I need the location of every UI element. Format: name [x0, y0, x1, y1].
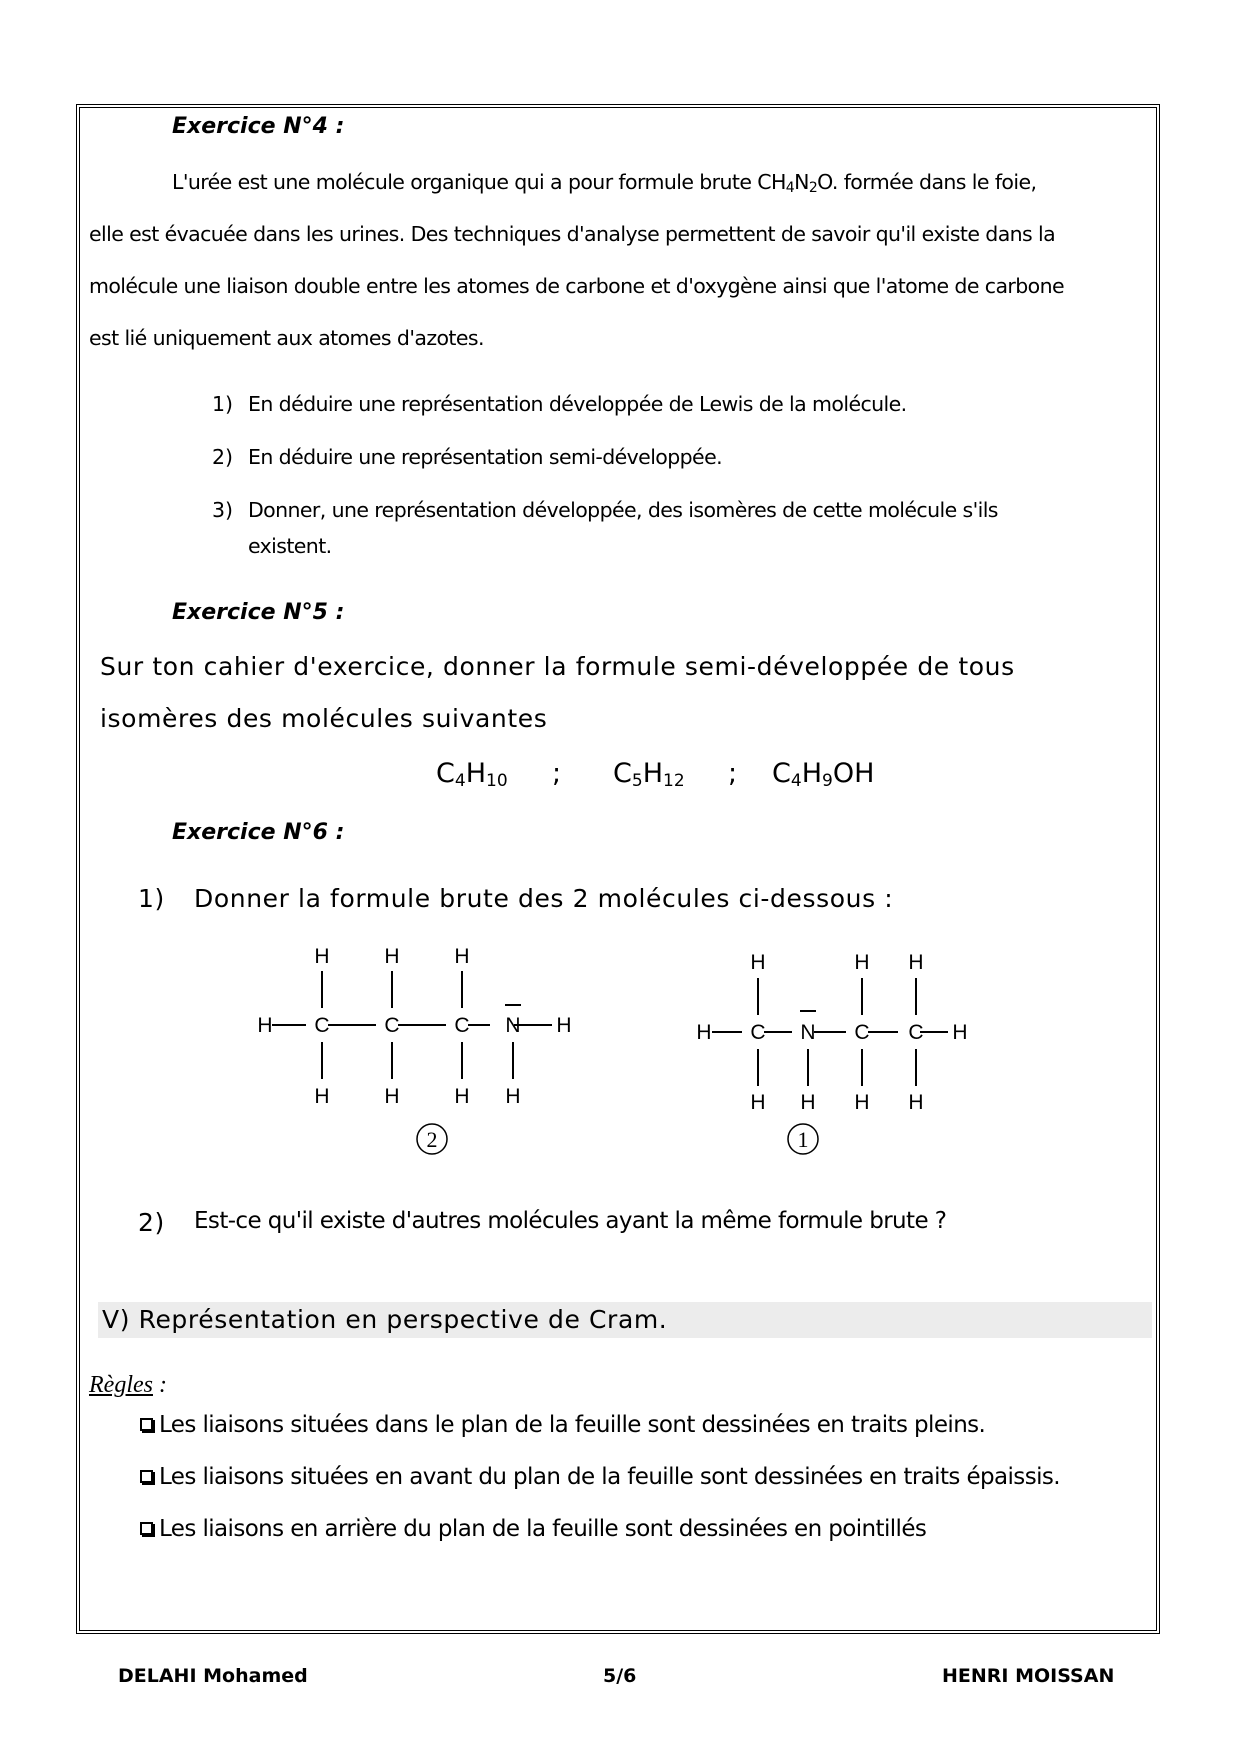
regle-item-1	[140, 1412, 985, 1438]
m1-c1: C	[750, 1021, 766, 1044]
ex6-q2-num: 2)	[138, 1208, 165, 1237]
ex4-line1-a: L'urée est une molécule organique qui a pour formule brute CH	[172, 170, 786, 194]
m1-n: N	[800, 1021, 816, 1044]
ex4-line1-b: O. formée dans le foie,	[817, 170, 1037, 194]
f1-c: C	[436, 758, 455, 789]
ex4-q3-text2: existent.	[248, 534, 332, 558]
m2-h-bot-1: H	[314, 1085, 330, 1108]
m2-c1: C	[314, 1014, 330, 1037]
ex4-line1	[172, 170, 1036, 196]
m1-h-bot-2: H	[854, 1091, 870, 1114]
f3-c: C	[772, 758, 791, 789]
ex5-line1: Sur ton cahier d'exercice, donner la formule semi-développée de tous	[100, 652, 1015, 681]
f2-cs: 5	[631, 771, 643, 791]
ex4-title: Exercice N°4 :	[172, 114, 345, 139]
f2-hs: 12	[663, 771, 685, 791]
m1-h-top-2: H	[854, 951, 870, 974]
formula-c4h9oh	[772, 758, 874, 791]
m1-h-left: H	[696, 1021, 712, 1044]
m2-c3: C	[454, 1014, 470, 1037]
ex6-q1-text: Donner la formule brute des 2 molécules ci-dessous :	[194, 884, 894, 913]
m1-label: 1	[797, 1127, 809, 1152]
ex4-line2: elle est évacuée dans les urines. Des techniques d'analyse permettent de savoir qu'il existe dans la	[89, 222, 1056, 246]
formula-c5h12	[613, 758, 685, 791]
molecule-1-diagram	[690, 940, 1000, 1165]
ex4-q3-text: Donner, une représentation développée, des isomères de cette molécule s'ils	[248, 498, 998, 522]
m2-n: N	[505, 1014, 521, 1037]
regle-item-3-text: Les liaisons en arrière du plan de la feuille sont dessinées en pointillés	[159, 1516, 927, 1542]
ex6-q1-num: 1)	[138, 884, 165, 913]
m2-h-bot-3: H	[454, 1085, 470, 1108]
footer-author: DELAHI Mohamed	[118, 1665, 308, 1687]
checkbox-bullet-icon	[140, 1418, 153, 1431]
ex6-title: Exercice N°6 :	[172, 820, 345, 845]
formula-separator-1: ;	[552, 758, 562, 789]
regles-heading	[89, 1372, 167, 1399]
checkbox-bullet-icon	[140, 1522, 153, 1535]
m2-h-left: H	[257, 1014, 273, 1037]
ex4-line4: est lié uniquement aux atomes d'azotes.	[89, 326, 484, 350]
footer-page: 5/6	[603, 1665, 637, 1687]
footer-school: HENRI MOISSAN	[942, 1665, 1115, 1687]
m2-h-top-1: H	[314, 945, 330, 968]
f1-cs: 4	[454, 771, 466, 791]
f3-rest: OH	[832, 758, 875, 789]
ex6-q2-text: Est-ce qu'il existe d'autres molécules ayant la même formule brute ?	[194, 1208, 947, 1234]
m1-h-top-1: H	[750, 951, 766, 974]
f1-hs: 10	[486, 771, 508, 791]
f2-h: H	[642, 758, 663, 789]
checkbox-bullet-icon	[140, 1470, 153, 1483]
regle-item-2	[140, 1464, 1060, 1490]
regle-item-2-text: Les liaisons situées en avant du plan de la feuille sont dessinées en traits épaissis.	[159, 1464, 1060, 1490]
regle-item-3	[140, 1516, 926, 1542]
regles-title: Règles	[89, 1372, 153, 1398]
formula-separator-2: ;	[728, 758, 738, 789]
m2-label: 2	[426, 1127, 438, 1152]
m1-c2: C	[854, 1021, 870, 1044]
m2-h-bot-2: H	[384, 1085, 400, 1108]
f3-cs: 4	[790, 771, 802, 791]
m1-h-right: H	[952, 1021, 968, 1044]
regle-item-1-text: Les liaisons situées dans le plan de la feuille sont dessinées en traits pleins.	[159, 1412, 986, 1438]
ex4-sub1: 4	[785, 180, 795, 196]
ex4-q1-text: En déduire une représentation développée de Lewis de la molécule.	[248, 392, 907, 416]
ex4-q2-num: 2)	[212, 445, 234, 469]
m1-h-bot-3: H	[908, 1091, 924, 1114]
m2-h-top-2: H	[384, 945, 400, 968]
ex4-q3-num: 3)	[212, 498, 234, 522]
f3-h: H	[801, 758, 822, 789]
m1-h-bot-n: H	[800, 1091, 816, 1114]
m2-h-bot-n: H	[505, 1085, 521, 1108]
m2-c2: C	[384, 1014, 400, 1037]
m1-h-bot-1: H	[750, 1091, 766, 1114]
ex4-n: N	[794, 170, 809, 194]
ex5-line2: isomères des molécules suivantes	[100, 704, 548, 733]
ex4-q1-num: 1)	[212, 392, 234, 416]
regles-colon: :	[152, 1372, 167, 1398]
f3-hs: 9	[822, 771, 833, 791]
molecule-2-diagram	[250, 935, 590, 1165]
m2-h-top-3: H	[454, 945, 470, 968]
f2-c: C	[613, 758, 632, 789]
ex4-q2-text: En déduire une représentation semi-développée.	[248, 445, 722, 469]
section-title: V) Représentation en perspective de Cram.	[102, 1305, 668, 1334]
ex5-title: Exercice N°5 :	[172, 600, 345, 625]
formula-c4h10	[436, 758, 508, 791]
ex4-sub2: 2	[808, 180, 818, 196]
f1-h: H	[465, 758, 486, 789]
m1-c3: C	[908, 1021, 924, 1044]
m2-h-right: H	[556, 1014, 572, 1037]
ex4-line3: molécule une liaison double entre les atomes de carbone et d'oxygène ainsi que l'atome de carbone	[89, 274, 1064, 298]
m1-h-top-3: H	[908, 951, 924, 974]
